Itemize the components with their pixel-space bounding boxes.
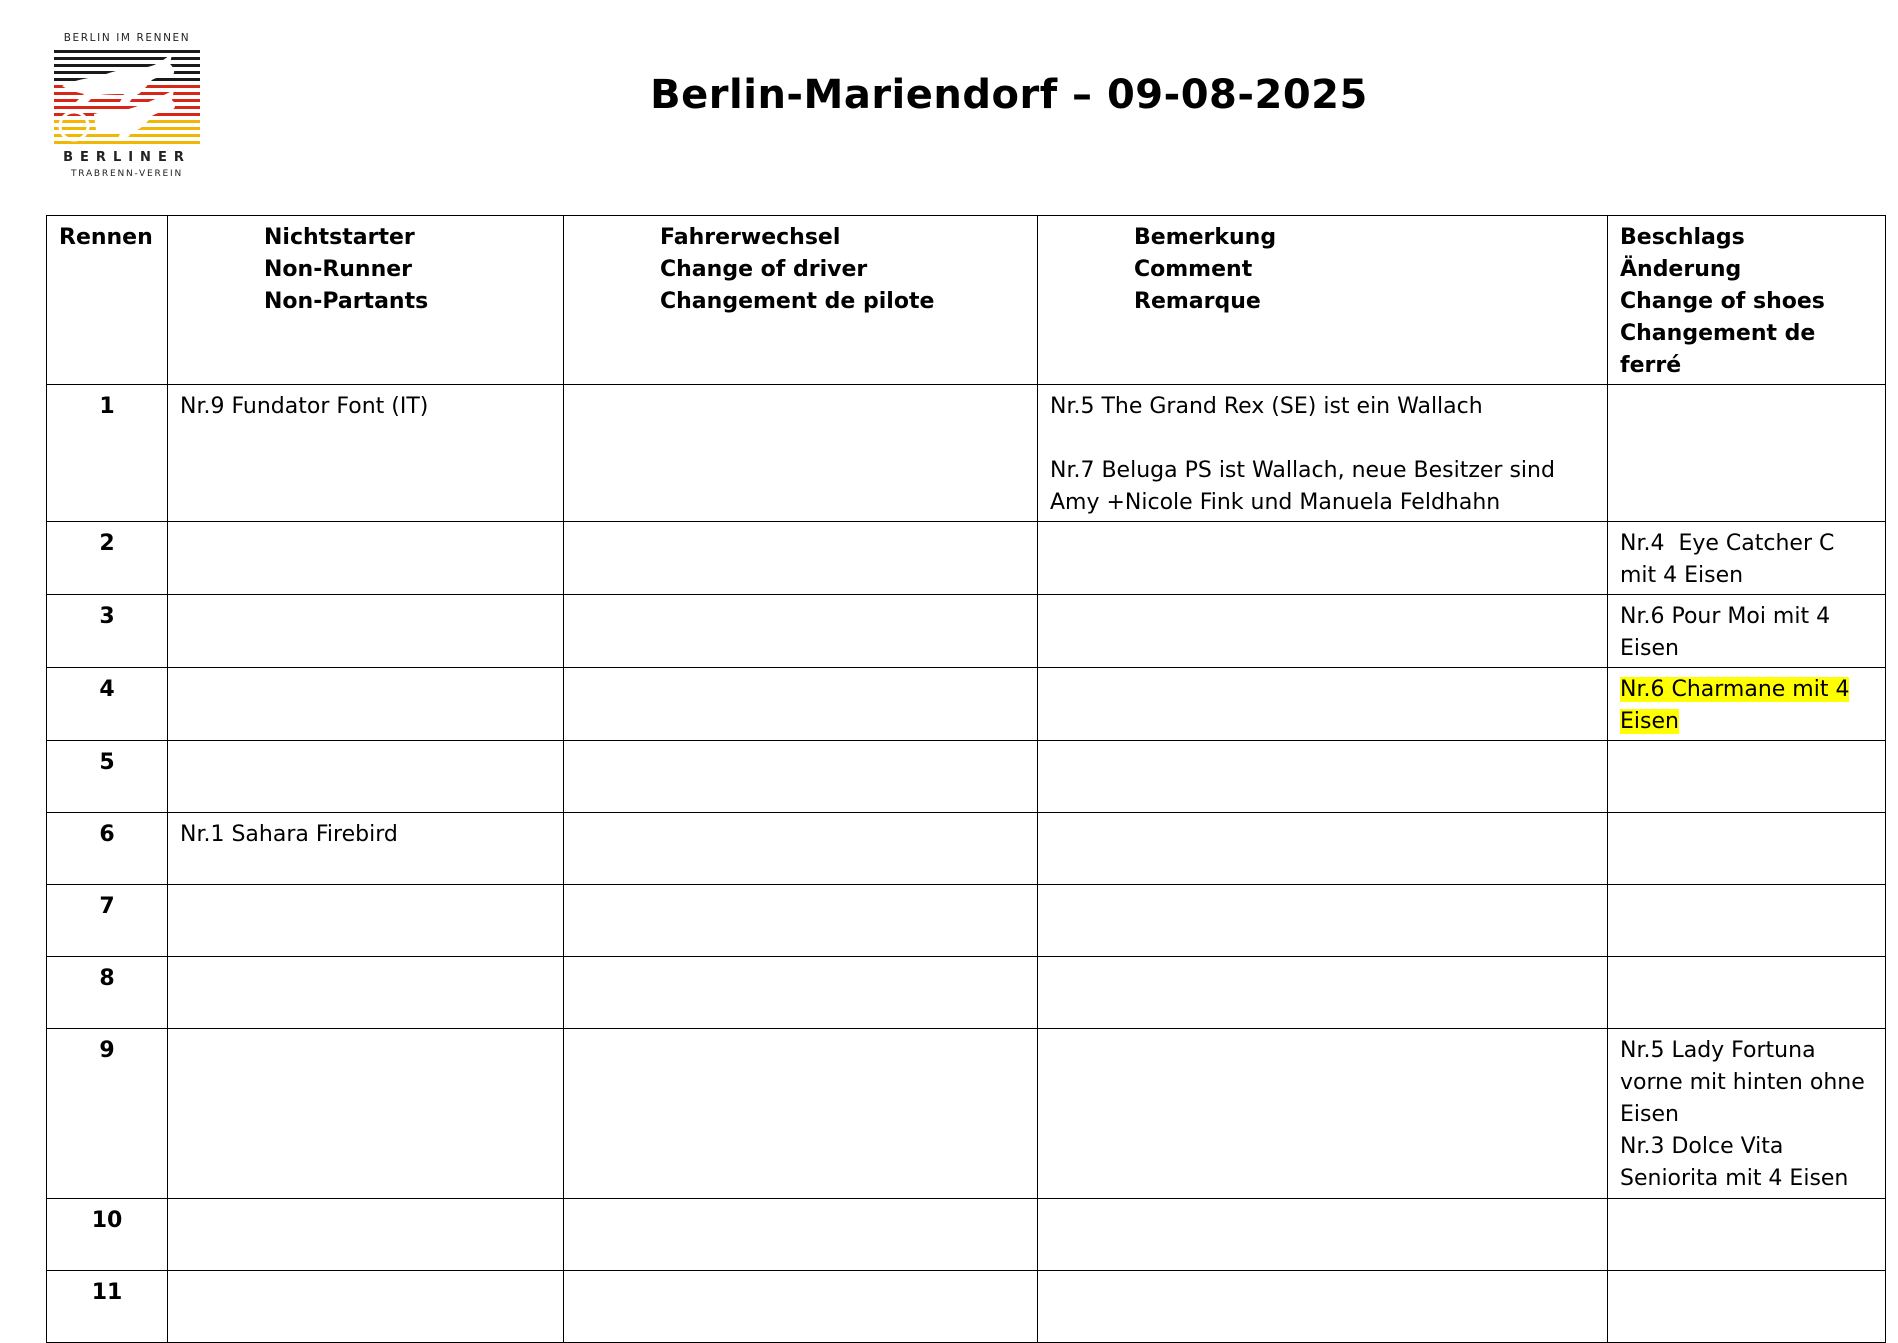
race-number: 7 [47, 885, 168, 957]
shoes-cell [1608, 1199, 1886, 1271]
non-runner-cell [168, 741, 564, 813]
driver-change-cell [564, 957, 1038, 1029]
cell-line: Nr.3 Dolce Vita [1620, 1134, 1784, 1159]
driver-change-cell [564, 741, 1038, 813]
shoes-cell [1608, 1271, 1886, 1343]
header-driver-change-line: Fahrerwechsel [660, 225, 841, 250]
logo-bottom-text: BERLINER [63, 150, 191, 165]
table-row [47, 385, 1886, 522]
cell-line: Eisen [1620, 1102, 1679, 1127]
driver-change-cell [564, 1199, 1038, 1271]
non-runner-cell [168, 668, 564, 741]
shoes-cell [1608, 813, 1886, 885]
table-row [47, 1199, 1886, 1271]
cell-line: Nr.5 The Grand Rex (SE) ist ein Wallach [1050, 394, 1483, 419]
cell-line [1620, 706, 1873, 738]
driver-change-cell [564, 522, 1038, 595]
comment-cell [1038, 741, 1608, 813]
header-shoes [1608, 216, 1886, 385]
cell-line: Nr.1 Sahara Firebird [180, 822, 398, 847]
table-row [47, 522, 1886, 595]
comment-cell [1038, 1199, 1608, 1271]
driver-change-cell [564, 385, 1038, 522]
highlighted-text: Eisen [1620, 709, 1679, 734]
table-row [47, 741, 1886, 813]
table-row [47, 1029, 1886, 1199]
driver-change-cell [564, 813, 1038, 885]
shoes-cell [1608, 957, 1886, 1029]
comment-cell [1038, 595, 1608, 668]
header-non-runner-line: Non-Partants [264, 289, 429, 314]
non-runner-cell [168, 522, 564, 595]
race-number: 8 [47, 957, 168, 1029]
header-driver-change-line: Change of driver [660, 257, 868, 282]
race-number: 5 [47, 741, 168, 813]
race-number: 4 [47, 668, 168, 741]
header-driver-change-line: Changement de pilote [660, 289, 935, 314]
race-number: 10 [47, 1199, 168, 1271]
cell-line: Nr.4 Eye Catcher C [1620, 531, 1835, 556]
race-number: 1 [47, 385, 168, 522]
header-comment [1038, 216, 1608, 385]
non-runner-cell [168, 957, 564, 1029]
header-shoes-line: Change of shoes [1620, 289, 1825, 314]
header-comment-line: Remarque [1134, 289, 1261, 314]
table-row [47, 957, 1886, 1029]
non-runner-cell [168, 595, 564, 668]
header-comment-line: Bemerkung [1134, 225, 1277, 250]
logo-top-text: BERLIN IM RENNEN [63, 32, 191, 44]
non-runner-cell [168, 1029, 564, 1199]
header-non-runner [168, 216, 564, 385]
logo-sub-text: TRABRENN-VEREIN [70, 169, 183, 179]
header-shoes-line: Beschlags Änderung [1620, 225, 1745, 282]
cell-line [1050, 423, 1595, 455]
table-header-row [47, 216, 1886, 385]
cell-line: Nr.6 Pour Moi mit 4 [1620, 604, 1831, 629]
header-shoes-line: Changement de ferré [1620, 321, 1816, 378]
non-runner-cell [168, 385, 564, 522]
highlighted-text: Nr.6 Charmane mit 4 [1620, 677, 1850, 702]
table-row [47, 595, 1886, 668]
header-non-runner-line: Non-Runner [264, 257, 413, 282]
cell-line: Amy +Nicole Fink und Manuela Feldhahn [1050, 490, 1501, 515]
comment-cell [1038, 885, 1608, 957]
cell-line: vorne mit hinten ohne [1620, 1070, 1865, 1095]
driver-change-cell [564, 1029, 1038, 1199]
race-number: 3 [47, 595, 168, 668]
header-race-line: Rennen [59, 225, 153, 250]
driver-change-cell [564, 885, 1038, 957]
header-race [47, 216, 168, 385]
cell-line [1620, 674, 1873, 706]
cell-line: Seniorita mit 4 Eisen [1620, 1166, 1849, 1191]
comment-cell [1038, 1029, 1608, 1199]
header-driver-change [564, 216, 1038, 385]
non-runner-cell [168, 1199, 564, 1271]
race-number: 6 [47, 813, 168, 885]
cell-line: Nr.5 Lady Fortuna [1620, 1038, 1816, 1063]
cell-line: Nr.7 Beluga PS ist Wallach, neue Besitzer sind [1050, 458, 1555, 483]
shoes-cell [1608, 385, 1886, 522]
driver-change-cell [564, 668, 1038, 741]
shoes-cell [1608, 668, 1886, 741]
cell-line: mit 4 Eisen [1620, 563, 1744, 588]
table-body [47, 385, 1886, 1343]
comment-cell [1038, 385, 1608, 522]
shoes-cell [1608, 522, 1886, 595]
non-runner-cell [168, 1271, 564, 1343]
shoes-cell [1608, 885, 1886, 957]
header-non-runner-line: Nichtstarter [264, 225, 415, 250]
non-runner-cell [168, 813, 564, 885]
driver-change-cell [564, 1271, 1038, 1343]
race-number: 2 [47, 522, 168, 595]
header-comment-line: Comment [1134, 257, 1253, 282]
non-runner-cell [168, 885, 564, 957]
comment-cell [1038, 522, 1608, 595]
page-title: Berlin-Mariendorf – 09-08-2025 [650, 72, 1368, 118]
race-number: 9 [47, 1029, 168, 1199]
comment-cell [1038, 957, 1608, 1029]
driver-change-cell [564, 595, 1038, 668]
race-number: 11 [47, 1271, 168, 1343]
cell-line: Eisen [1620, 636, 1679, 661]
shoes-cell [1608, 741, 1886, 813]
comment-cell [1038, 813, 1608, 885]
shoes-cell [1608, 595, 1886, 668]
cell-line: Nr.9 Fundator Font (IT) [180, 394, 429, 419]
table-row [47, 885, 1886, 957]
table-row [47, 813, 1886, 885]
table-row [47, 1271, 1886, 1343]
comment-cell [1038, 668, 1608, 741]
table-row [47, 668, 1886, 741]
shoes-cell [1608, 1029, 1886, 1199]
comment-cell [1038, 1271, 1608, 1343]
race-changes-table [46, 215, 1886, 1343]
